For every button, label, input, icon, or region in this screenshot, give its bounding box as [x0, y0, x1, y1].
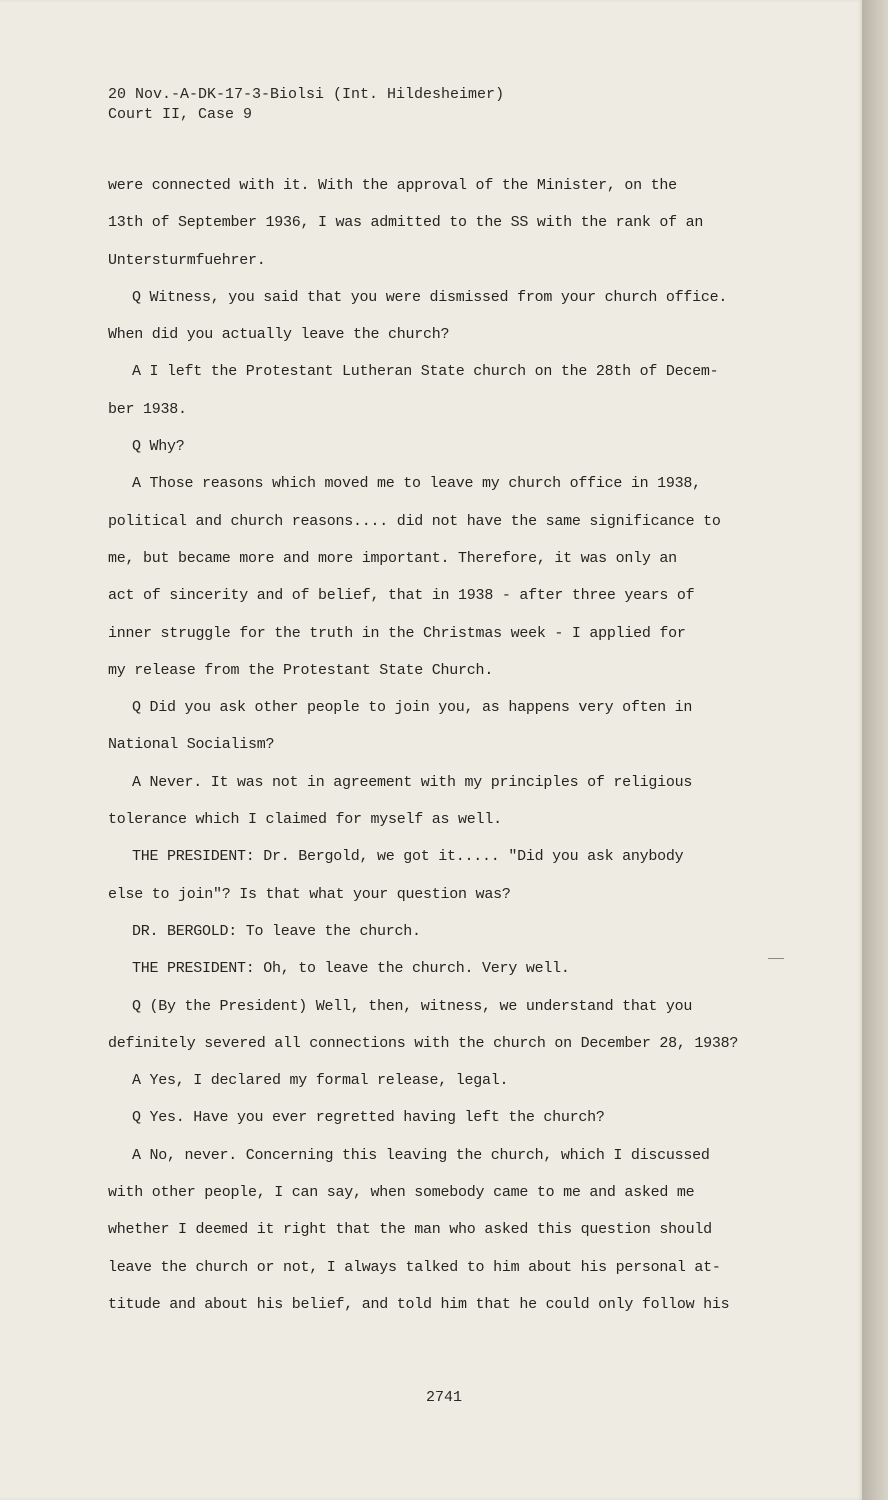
header-line-1: 20 Nov.-A-DK-17-3-Biolsi (Int. Hildesheimer): [108, 86, 505, 103]
transcript-body: [108, 176, 798, 1332]
margin-dash: [768, 958, 784, 959]
transcript-line: whether I deemed it right that the man who asked this question should: [108, 1221, 712, 1239]
transcript-line: Q Why?: [132, 438, 185, 456]
transcript-line: inner struggle for the truth in the Christmas week - I applied for: [108, 624, 686, 642]
transcript-line: ber 1938.: [108, 400, 187, 418]
transcript-line: DR. BERGOLD: To leave the church.: [132, 922, 421, 940]
transcript-line: Q Witness, you said that you were dismissed from your church office.: [132, 288, 728, 306]
transcript-line: A Yes, I declared my formal release, legal.: [132, 1072, 509, 1090]
transcript-line: Q Yes. Have you ever regretted having left the church?: [132, 1109, 605, 1127]
header-line-2: Court II, Case 9: [108, 106, 253, 123]
transcript-line: Q Did you ask other people to join you, as happens very often in: [132, 699, 693, 717]
transcript-line: act of sincerity and of belief, that in 1938 - after three years of: [108, 587, 695, 605]
page-number: 2741: [425, 1389, 462, 1406]
transcript-line: A Never. It was not in agreement with my principles of religious: [132, 773, 693, 791]
transcript-line: political and church reasons.... did not have the same significance to: [108, 512, 721, 530]
transcript-line: A I left the Protestant Lutheran State church on the 28th of Decem-: [132, 363, 719, 381]
transcript-line: with other people, I can say, when somebody came to me and asked me: [108, 1184, 695, 1202]
transcript-line: titude and about his belief, and told him that he could only follow his: [108, 1295, 730, 1313]
transcript-line: A No, never. Concerning this leaving the church, which I discussed: [132, 1146, 710, 1164]
transcript-line: THE PRESIDENT: Oh, to leave the church. Very well.: [132, 960, 570, 978]
document-header: [108, 85, 504, 125]
transcript-line: tolerance which I claimed for myself as well.: [108, 811, 502, 829]
transcript-line: definitely severed all connections with the church on December 28, 1938?: [108, 1034, 739, 1052]
page-edge: [862, 0, 888, 1500]
transcript-line: else to join"? Is that what your question was?: [108, 885, 511, 903]
transcript-line: 13th of September 1936, I was admitted to the SS with the rank of an: [108, 214, 704, 232]
transcript-line: me, but became more and more important. Therefore, it was only an: [108, 549, 677, 567]
transcript-line: National Socialism?: [108, 736, 275, 754]
transcript-line: Q (By the President) Well, then, witness, we understand that you: [132, 997, 693, 1015]
transcript-line: leave the church or not, I always talked to him about his personal at-: [108, 1258, 721, 1276]
transcript-line: When did you actually leave the church?: [108, 326, 450, 344]
transcript-line: THE PRESIDENT: Dr. Bergold, we got it..... "Did you ask anybody: [132, 848, 684, 866]
transcript-line: Untersturmfuehrer.: [108, 251, 266, 269]
transcript-line: A Those reasons which moved me to leave my church office in 1938,: [132, 475, 701, 493]
transcript-line: were connected with it. With the approval of the Minister, on the: [108, 177, 677, 194]
transcript-line: my release from the Protestant State Church.: [108, 661, 494, 679]
